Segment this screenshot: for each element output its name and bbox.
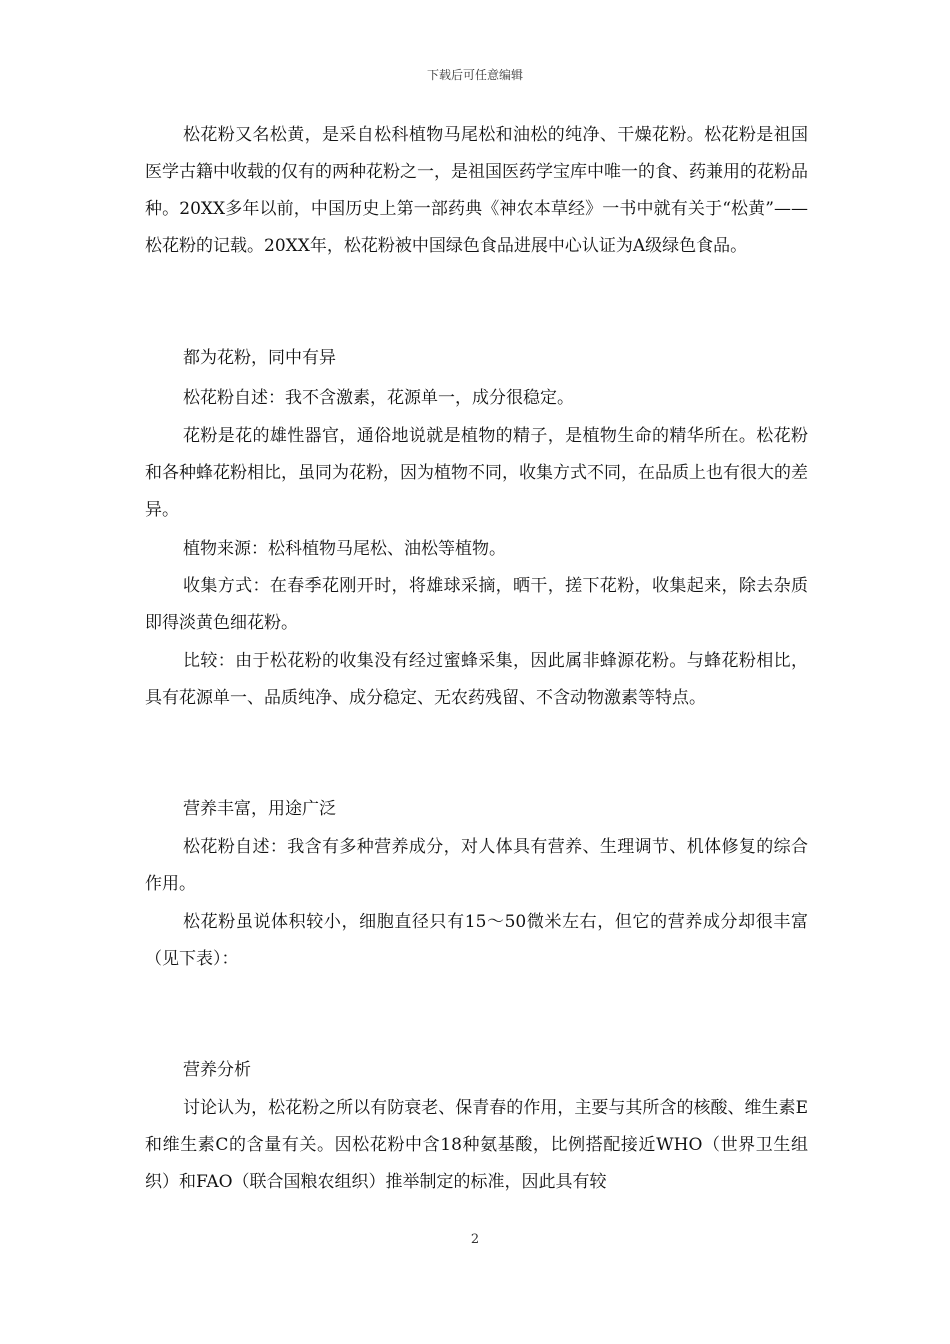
- body-paragraph: 松花粉自述：我不含激素，花源单一，成分很稳定。: [183, 388, 574, 408]
- section-heading: 都为花粉，同中有异: [183, 348, 336, 368]
- intro-paragraph: 松花粉又名松黄，是采自松科植物马尾松和油松的纯净、干燥花粉。松花粉是祖国医学古籍中收载的仅有的两种花粉之一，是祖国医药学宝库中唯一的食、药兼用的花粉品种。20XX多年以前，中国历史上第一部药典《神农本草经》一书中就有关于“松黄”——松花粉的记载。20XX年，松花粉被中国绿色食品进展中心认证为A级绿色食品。: [145, 125, 808, 256]
- section-heading: 营养分析: [183, 1060, 251, 1080]
- body-paragraph: 收集方式：在春季花刚开时，将雄球采摘，晒干，搓下花粉，收集起来，除去杂质即得淡黄色细花粉。: [145, 576, 808, 633]
- body-paragraph: 松花粉虽说体积较小，细胞直径只有15～50微米左右，但它的营养成分却很丰富（见下表）：: [145, 912, 808, 969]
- body-paragraph: 植物来源：松科植物马尾松、油松等植物。: [183, 539, 506, 559]
- body-paragraph: 比较：由于松花粉的收集没有经过蜜蜂采集，因此属非蜂源花粉。与蜂花粉相比，具有花源单一、品质纯净、成分稳定、无农药残留、不含动物激素等特点。: [145, 651, 808, 708]
- body-paragraph: 松花粉自述：我含有多种营养成分，对人体具有营养、生理调节、机体修复的综合作用。: [145, 837, 808, 894]
- section-heading: 营养丰富，用途广泛: [183, 799, 336, 819]
- body-paragraph: 讨论认为，松花粉之所以有防衰老、保青春的作用，主要与其所含的核酸、维生素E和维生素C的含量有关。因松花粉中含18种氨基酸，比例搭配接近WHO（世界卫生组织）和FAO（联合国粮农组织）推举制定的标准，因此具有较: [145, 1098, 808, 1192]
- page-header: 下载后可任意编辑: [426, 68, 523, 82]
- page-number: 2: [470, 1232, 480, 1247]
- body-paragraph: 花粉是花的雄性器官，通俗地说就是植物的精子，是植物生命的精华所在。松花粉和各种蜂花粉相比，虽同为花粉，因为植物不同，收集方式不同，在品质上也有很大的差异。: [145, 426, 808, 520]
